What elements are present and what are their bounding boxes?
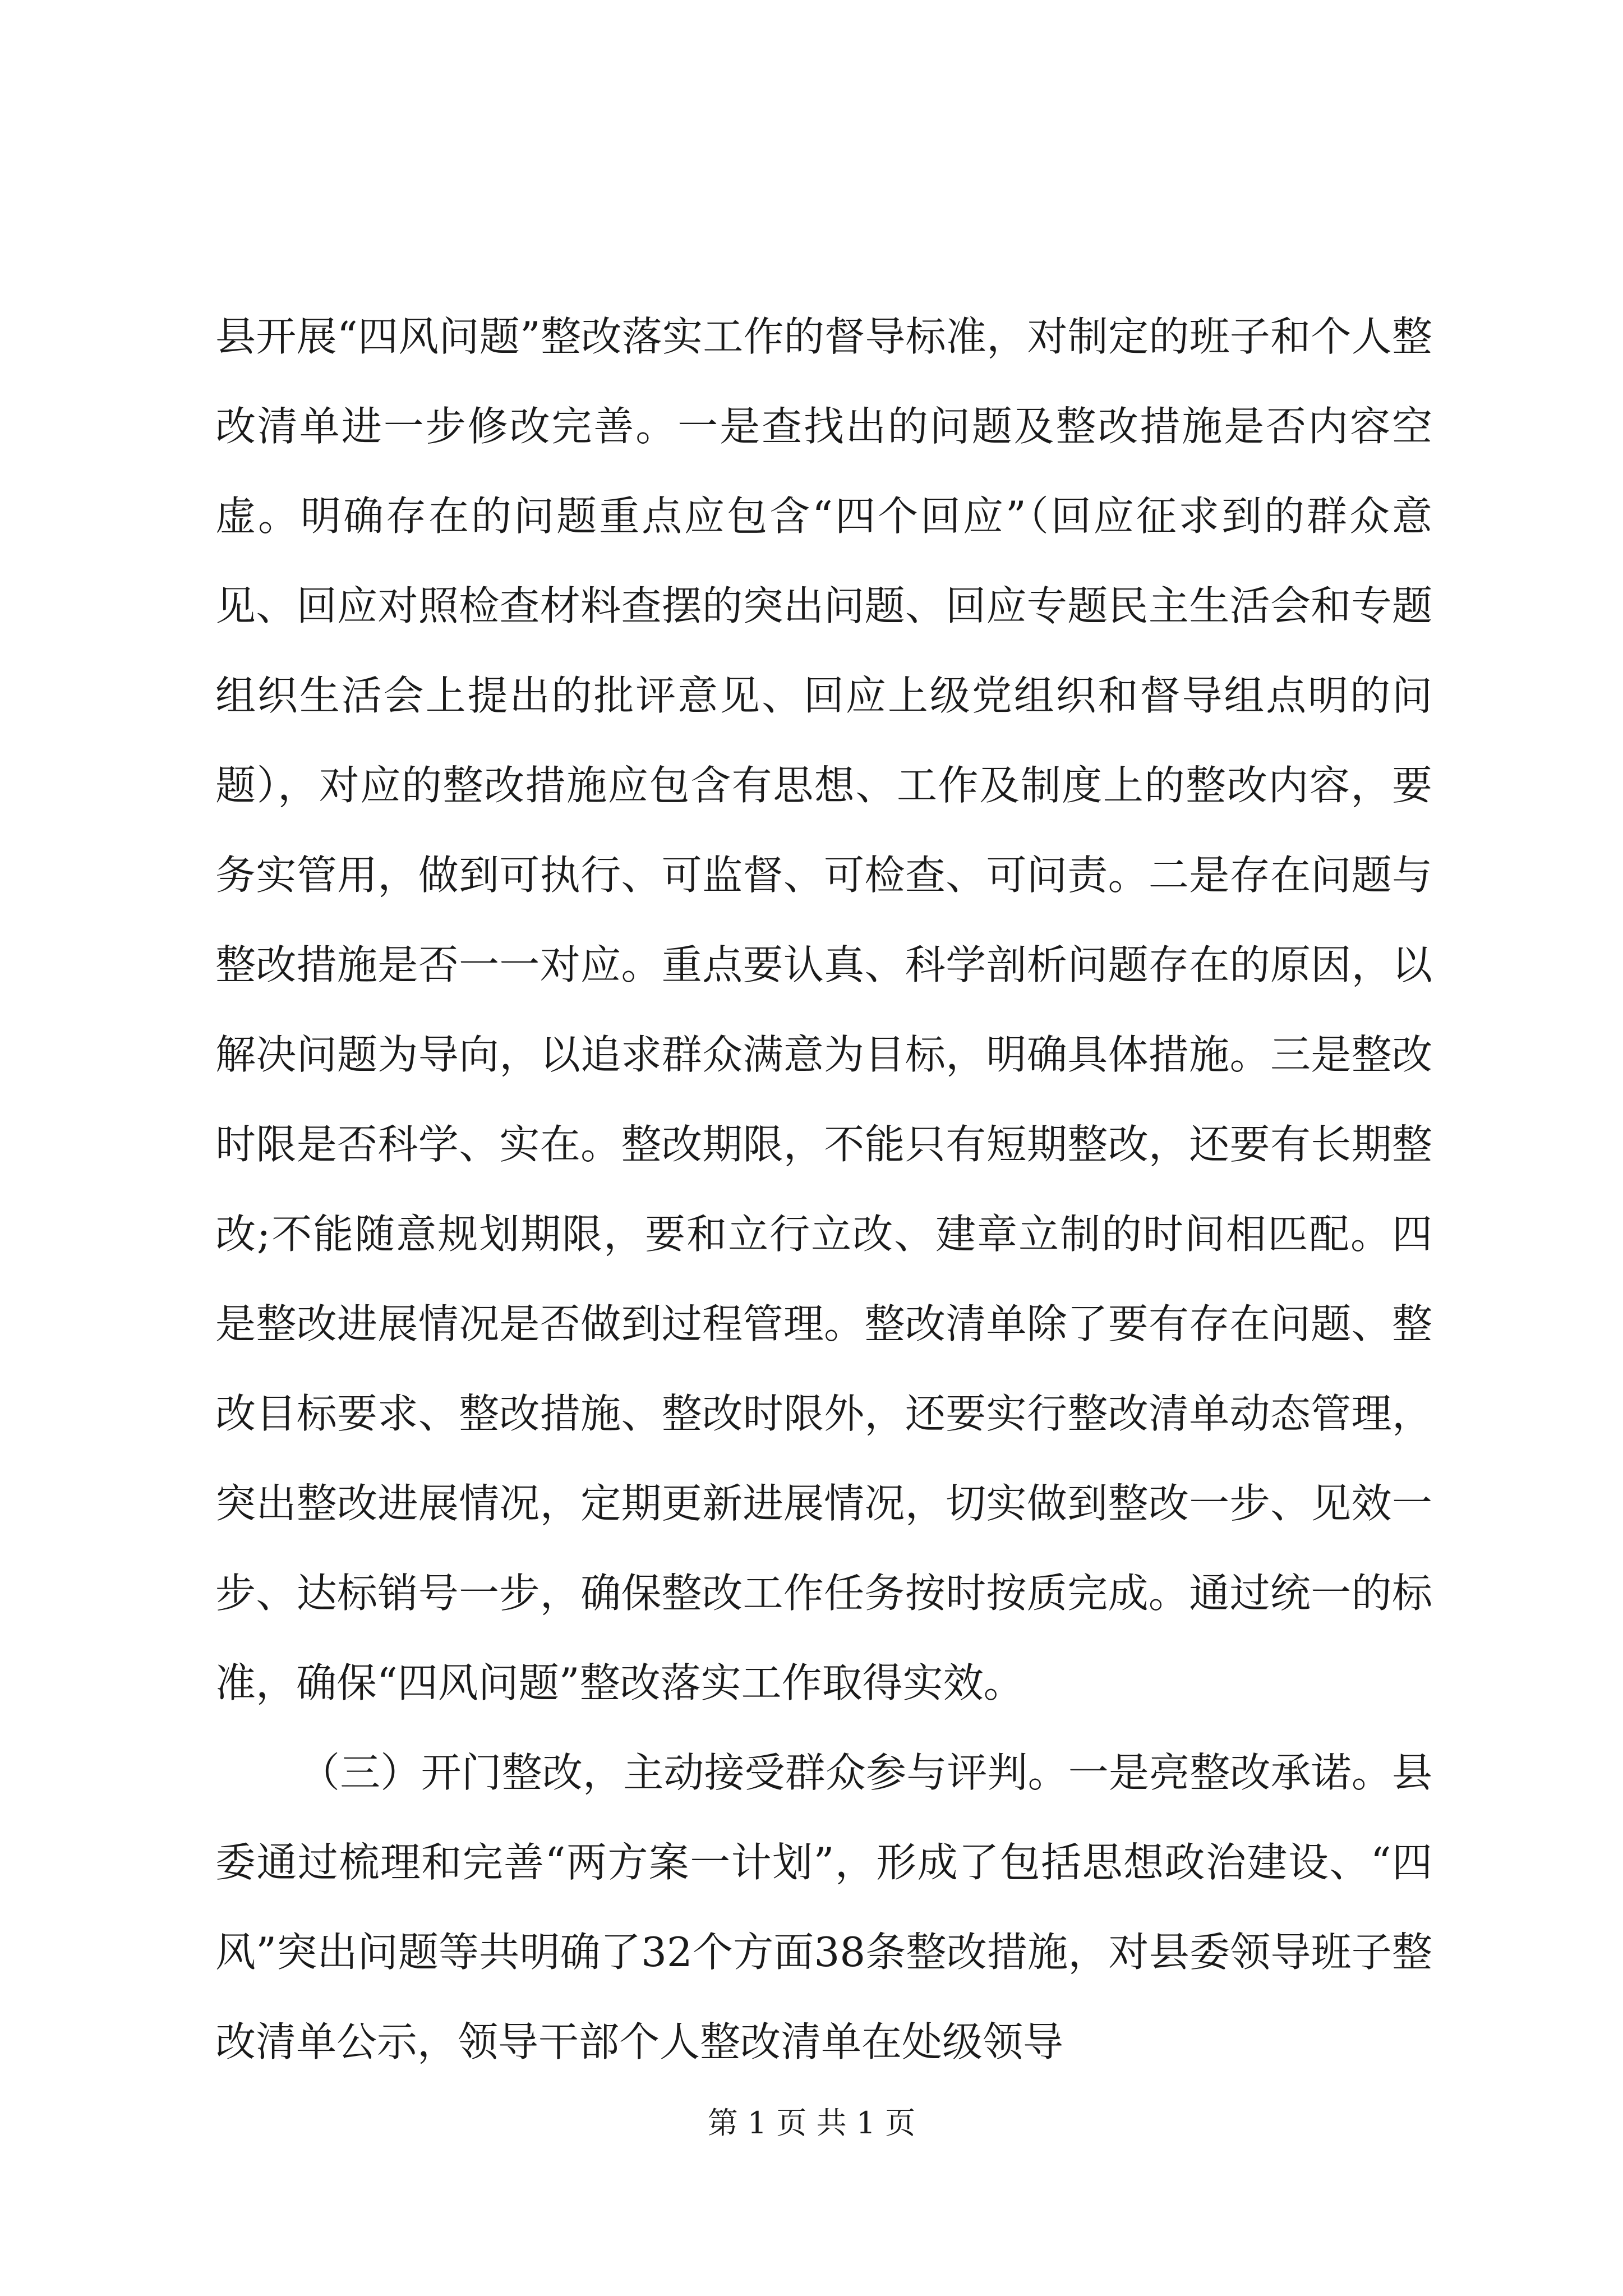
paragraph-section-three: （三）开门整改，主动接受群众参与评判。一是亮整改承诺。县委通过梳理和完善“两方案一计划”，形成了包括思想政治建设、“四风”突出问题等共明确了32个方面38条整改措施，对县委领导班子整改清单公示，领导干部个人整改清单在处级领导 xyxy=(215,1749,1432,2065)
page-footer: 第 1 页 共 1 页 xyxy=(707,2105,916,2141)
document-body xyxy=(215,292,1432,2087)
paragraph-continuation: 县开展“四风问题”整改落实工作的督导标准，对制定的班子和个人整改清单进一步修改完善。一是查找出的问题及整改措施是否内容空虚。明确存在的问题重点应包含“四个回应”（回应征求到的群众意见、回应对照检查材料查摆的突出问题、回应专题民主生活会和专题组织生活会上提出的批评意见、回应上级党组织和督导组点明的问题），对应的整改措施应包含有思想、工作及制度上的整改内容，要务实管用，做到可执行、可监督、可检查、可问责。二是存在问题与整改措施是否一一对应。重点要认真、科学剖析问题存在的原因，以解决问题为导向，以追求群众满意为目标，明确具体措施。三是整改时限是否科学、实在。整改期限，不能只有短期整改，还要有长期整改;不能随意规划期限，要和立行立改、建章立制的时间相匹配。四是整改进展情况是否做到过程管理。整改清单除了要有存在问题、整改目标要求、整改措施、整改时限外，还要实行整改清单动态管理，突出整改进展情况，定期更新进展情况，切实做到整改一步、见效一步、达标销号一步，确保整改工作任务按时按质完成。通过统一的标准，确保“四风问题”整改落实工作取得实效。 xyxy=(215,313,1432,1706)
